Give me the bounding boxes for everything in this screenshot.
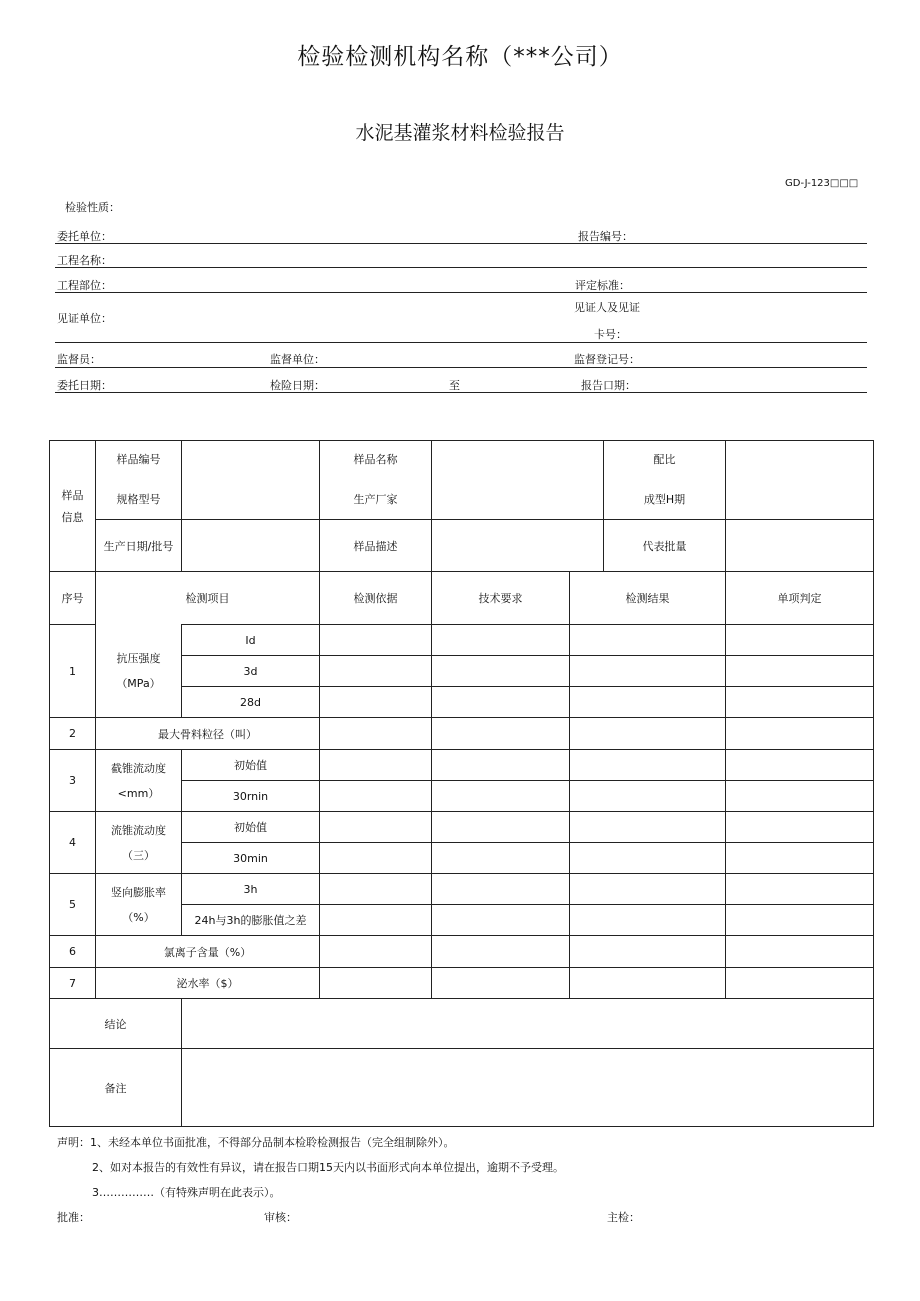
cell[interactable] bbox=[320, 843, 432, 874]
cell[interactable] bbox=[570, 936, 726, 968]
row-3-sub-2: 30rnin bbox=[182, 781, 320, 812]
row-2-name: 最大骨料粒径（叫） bbox=[96, 718, 320, 750]
cell[interactable] bbox=[320, 968, 432, 999]
sample-desc-value[interactable] bbox=[432, 520, 604, 572]
cell[interactable] bbox=[570, 812, 726, 843]
cell[interactable] bbox=[726, 812, 874, 843]
cell[interactable] bbox=[320, 625, 432, 656]
supervising-unit-label: 监督单位： bbox=[270, 353, 325, 366]
cell[interactable] bbox=[320, 812, 432, 843]
row-1-sub-3: 28d bbox=[182, 687, 320, 718]
sample-no-value[interactable] bbox=[182, 441, 320, 520]
cell[interactable] bbox=[432, 625, 570, 656]
row-3-name: 截锥流动度 <mm） bbox=[96, 750, 182, 812]
row-1-sub-1: Id bbox=[182, 625, 320, 656]
standard-label: 评定标准： bbox=[575, 279, 630, 292]
field-line bbox=[55, 292, 867, 293]
report-date-label: 报告口期： bbox=[581, 379, 636, 392]
cell[interactable] bbox=[570, 874, 726, 905]
cell[interactable] bbox=[432, 687, 570, 718]
witness-person-label-2: 卡号： bbox=[594, 328, 627, 341]
cell[interactable] bbox=[432, 750, 570, 781]
form-code: GD-J-123□□□ bbox=[785, 178, 859, 189]
cell[interactable] bbox=[570, 656, 726, 687]
conclusion-label: 结论 bbox=[50, 999, 182, 1049]
cell[interactable] bbox=[432, 843, 570, 874]
row-4-sub-1: 初始值 bbox=[182, 812, 320, 843]
row-5-name: 竖向膨胀率 （%） bbox=[96, 874, 182, 936]
statement-2: 2、如对本报告的有效性有异议，请在报告口期15天内以书面形式向本单位提出，逾期不予受理。 bbox=[92, 1161, 564, 1174]
cell[interactable] bbox=[726, 656, 874, 687]
result-header: 检测结果 bbox=[570, 572, 726, 625]
cell[interactable] bbox=[570, 843, 726, 874]
row-4-no: 4 bbox=[50, 812, 96, 874]
sample-desc-label: 样品描述 bbox=[320, 520, 432, 572]
inspector-label: 主检： bbox=[607, 1211, 640, 1224]
cell[interactable] bbox=[432, 968, 570, 999]
cell[interactable] bbox=[432, 874, 570, 905]
field-line bbox=[55, 243, 867, 244]
cell[interactable] bbox=[726, 936, 874, 968]
review-label: 审核： bbox=[264, 1211, 297, 1224]
cell[interactable] bbox=[570, 905, 726, 936]
field-line bbox=[55, 367, 867, 368]
project-name-label: 工程名称： bbox=[57, 254, 112, 267]
item-header: 检测项目 bbox=[96, 572, 320, 625]
row-2-no: 2 bbox=[50, 718, 96, 750]
cell[interactable] bbox=[570, 687, 726, 718]
cell[interactable] bbox=[320, 750, 432, 781]
cell[interactable] bbox=[570, 718, 726, 750]
sample-no-spec-label: 样品编号 规格型号 bbox=[96, 441, 182, 520]
cell[interactable] bbox=[320, 656, 432, 687]
cell[interactable] bbox=[570, 781, 726, 812]
row-5-sub-2: 24h与3h的膨胀值之差 bbox=[182, 905, 320, 936]
basis-header: 检测依据 bbox=[320, 572, 432, 625]
cell[interactable] bbox=[570, 750, 726, 781]
supervision-reg-label: 监督登记号： bbox=[574, 353, 640, 366]
requirement-header: 技术要求 bbox=[432, 572, 570, 625]
supervisor-label: 监督员： bbox=[57, 353, 101, 366]
cell[interactable] bbox=[570, 625, 726, 656]
cell[interactable] bbox=[432, 905, 570, 936]
cell[interactable] bbox=[726, 718, 874, 750]
cell[interactable] bbox=[726, 687, 874, 718]
cell[interactable] bbox=[320, 718, 432, 750]
row-4-name: 流锥流动度 （三） bbox=[96, 812, 182, 874]
cell[interactable] bbox=[320, 687, 432, 718]
remarks-value[interactable] bbox=[182, 1049, 874, 1127]
inspection-table bbox=[49, 440, 874, 1127]
cell[interactable] bbox=[726, 905, 874, 936]
cell[interactable] bbox=[432, 936, 570, 968]
commission-date-label: 委托日期： bbox=[57, 379, 112, 392]
row-1-no: 1 bbox=[50, 625, 96, 718]
cell[interactable] bbox=[432, 718, 570, 750]
sample-name-value[interactable] bbox=[432, 441, 604, 520]
representative-batch-value[interactable] bbox=[726, 520, 874, 572]
approve-label: 批准： bbox=[57, 1211, 90, 1224]
test-date-label: 检险日期： bbox=[270, 379, 325, 392]
sample-name-manufacturer-label: 样品名称 生产厂家 bbox=[320, 441, 432, 520]
witness-person-label-1: 见证人及见证 bbox=[574, 301, 640, 314]
inspection-nature-label: 检验性质： bbox=[65, 201, 120, 214]
row-6-name: 氯离子含量（%） bbox=[96, 936, 320, 968]
row-7-name: 泌水率（$） bbox=[96, 968, 320, 999]
cell[interactable] bbox=[320, 874, 432, 905]
cell[interactable] bbox=[570, 968, 726, 999]
cell[interactable] bbox=[432, 781, 570, 812]
sample-info-label: 样品 信息 bbox=[50, 441, 96, 572]
cell[interactable] bbox=[320, 905, 432, 936]
cell[interactable] bbox=[320, 781, 432, 812]
row-5-sub-1: 3h bbox=[182, 874, 320, 905]
row-1-sub-2: 3d bbox=[182, 656, 320, 687]
statement-1: 声明：1、未经本单位书面批准，不得部分品制本检聆检测报告（完全组制除外）。 bbox=[57, 1136, 455, 1149]
cell[interactable] bbox=[726, 781, 874, 812]
project-part-label: 工程部位： bbox=[57, 279, 112, 292]
field-line bbox=[55, 342, 867, 343]
cell[interactable] bbox=[432, 656, 570, 687]
cell[interactable] bbox=[432, 812, 570, 843]
mix-ratio-value[interactable] bbox=[726, 441, 874, 520]
seq-header: 序号 bbox=[50, 572, 96, 625]
field-line bbox=[55, 267, 867, 268]
row-1-name: 抗压强度 （MPa） bbox=[96, 625, 182, 718]
client-label: 委托单位： bbox=[57, 230, 112, 243]
row-3-sub-1: 初始值 bbox=[182, 750, 320, 781]
row-4-sub-2: 30min bbox=[182, 843, 320, 874]
row-5-no: 5 bbox=[50, 874, 96, 936]
organization-title: 检验检测机构名称（***公司） bbox=[297, 44, 623, 70]
conclusion-value[interactable] bbox=[182, 999, 874, 1049]
cell[interactable] bbox=[320, 936, 432, 968]
report-title: 水泥基灌浆材料检验报告 bbox=[355, 122, 565, 144]
production-date-value[interactable] bbox=[182, 520, 320, 572]
witness-unit-label: 见证单位： bbox=[57, 312, 112, 325]
row-6-no: 6 bbox=[50, 936, 96, 968]
representative-batch-label: 代表批量 bbox=[604, 520, 726, 572]
remarks-label: 备注 bbox=[50, 1049, 182, 1127]
mix-molding-label: 配比 成型H期 bbox=[604, 441, 726, 520]
cell[interactable] bbox=[726, 750, 874, 781]
production-date-label: 生产日期/批号 bbox=[96, 520, 182, 572]
row-3-no: 3 bbox=[50, 750, 96, 812]
statement-3: 3……………（有特殊声明在此表示）。 bbox=[92, 1186, 281, 1199]
cell[interactable] bbox=[726, 874, 874, 905]
field-line bbox=[55, 392, 867, 393]
row-7-no: 7 bbox=[50, 968, 96, 999]
cell[interactable] bbox=[726, 843, 874, 874]
judgment-header: 单项判定 bbox=[726, 572, 874, 625]
cell[interactable] bbox=[726, 625, 874, 656]
cell[interactable] bbox=[726, 968, 874, 999]
report-no-label: 报告编号： bbox=[578, 230, 633, 243]
to-label: 至 bbox=[449, 379, 460, 392]
